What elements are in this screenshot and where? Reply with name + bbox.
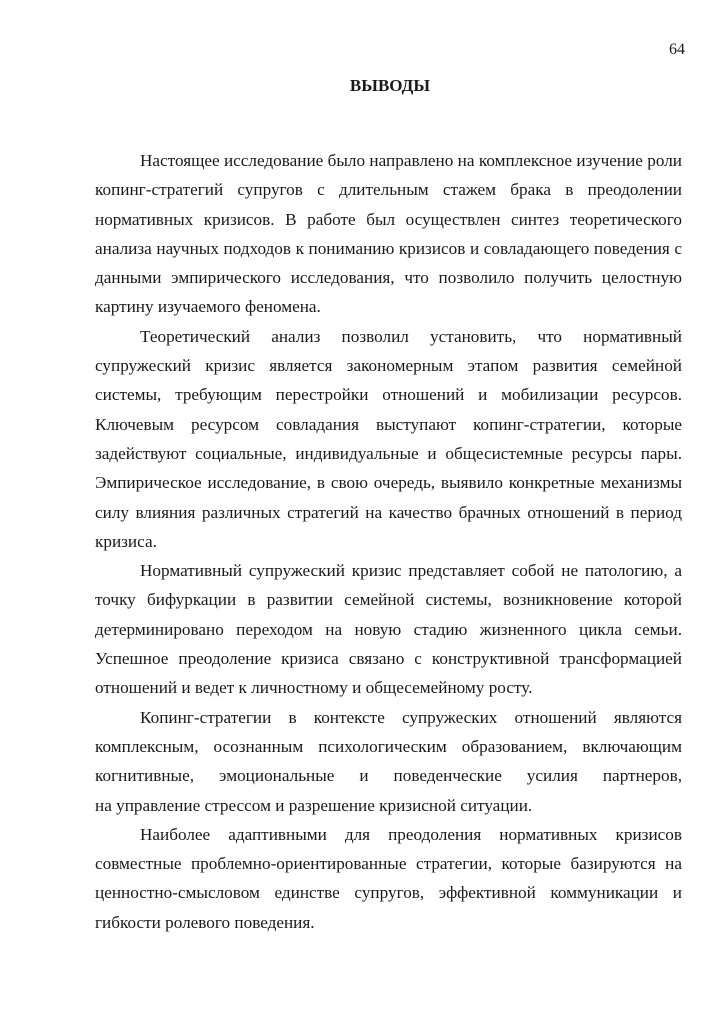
text-line: задействуют социальные, индивидуальные и общесистемные ресурсы пары. [95, 443, 682, 463]
text-line: нормативных кризисов. В работе был осуществлен синтез теоретического [95, 209, 682, 229]
text-line: совместные проблемно-ориентированные стратегии, которые базируются на [95, 854, 682, 874]
text-line: Наиболее адаптивными для преодоления нормативных кризисов [140, 824, 682, 844]
text-line: Эмпирическое исследование, в свою очередь, выявило конкретные механизмы [95, 473, 682, 493]
paragraph [95, 556, 682, 702]
page-number: 64 [669, 41, 685, 58]
document-body [95, 146, 682, 937]
paragraph [95, 146, 682, 322]
text-line: анализа научных подходов к пониманию кризисов и совладающего поведения с [95, 238, 682, 258]
text-line: Копинг-стратегии в контексте супружеских отношений являются [140, 707, 682, 727]
text-line: данными эмпирического исследования, что позволило получить целостную [95, 268, 682, 288]
text-line: кризиса. [95, 531, 157, 551]
text-line: точку бифуркации в развитии семейной системы, возникновение которой [95, 590, 682, 610]
text-line: силу влияния различных стратегий на качество брачных отношений в период [95, 502, 682, 522]
paragraph [95, 322, 682, 556]
text-line: супружеский кризис является закономерным этапом развития семейной [95, 356, 682, 376]
text-line: копинг-стратегий супругов с длительным стажем брака в преодолении [95, 180, 682, 200]
text-line: Успешное преодоление кризиса связано с конструктивной трансформацией [95, 649, 682, 669]
text-line: системы, требующим перестройки отношений и мобилизации ресурсов. [95, 385, 682, 405]
text-line: картину изучаемого феномена. [95, 297, 321, 317]
text-line: гибкости ролевого поведения. [95, 912, 315, 932]
paragraph [95, 703, 682, 820]
text-line: Настоящее исследование было направлено на комплексное изучение роли [140, 151, 682, 170]
text-line: Теоретический анализ позволил установить, что нормативный [140, 326, 682, 346]
text-line: отношений и ведет к личностному и общесемейному росту. [95, 678, 533, 698]
text-line: Нормативный супружеский кризис представляет собой не патологию, а [140, 561, 682, 581]
text-line: детерминировано переходом на новую стадию жизненного цикла семьи. [95, 619, 682, 639]
text-line: ценностно-смысловом единстве супругов, эффективной коммуникации и [95, 883, 682, 903]
text-line: на управление стрессом и разрешение кризисной ситуации. [95, 795, 533, 815]
text-line: комплексным, осознанным психологическим образованием, включающим [95, 736, 682, 756]
paragraph [95, 820, 682, 937]
text-line: Ключевым ресурсом совладания выступают копинг-стратегии, которые [95, 414, 682, 434]
section-title: ВЫВОДЫ [349, 76, 431, 95]
text-line: когнитивные, эмоциональные и поведенческие усилия партнеров, [95, 766, 682, 786]
